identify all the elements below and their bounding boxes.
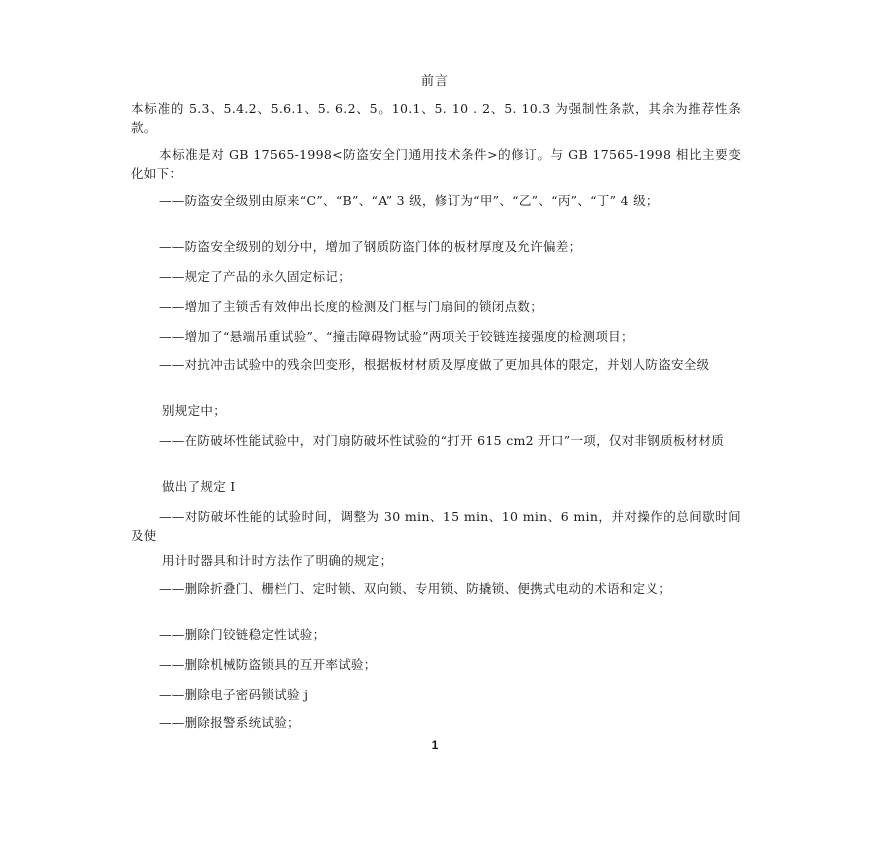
page-title: 前言: [420, 74, 449, 89]
list-item: ——在防破坏性能试验中，对门扇防破坏性试验的“打开 615 cm2 开口”一项，仅对非钢质板材材质: [159, 433, 725, 448]
list-item: ——增加了主锁舌有效伸出长度的检测及门框与门扇间的锁闭点数；: [159, 299, 544, 314]
list-item: ——删除报警系统试验；: [159, 715, 300, 730]
list-item-continuation: 做出了规定 I: [162, 479, 236, 494]
list-item: ——防盗安全级别的划分中，增加了钢质防盗门体的板材厚度及允许偏差；: [159, 239, 582, 254]
list-item-continuation: 用计时器具和计时方法作了明确的规定；: [162, 553, 393, 568]
list-item: ——增加了“悬端吊重试验”、“撞击障碍物试验”两项关于铰链连接强度的检测项目；: [159, 329, 634, 344]
list-item-continuation: 别规定中；: [162, 403, 227, 418]
list-item: ——删除折叠门、栅栏门、定时锁、双向锁、专用锁、防撬锁、便携式电动的术语和定义；: [159, 581, 672, 596]
page-number: 1: [431, 738, 439, 752]
paragraph-revision-intro: 本标准是对 GB 17565-1998<防盗安全门通用技术条件>的修订。与 GB 17565-1998 相比主要变化如下：: [131, 147, 741, 181]
list-item: ——规定了产品的永久固定标记；: [159, 269, 352, 284]
list-item: ——删除电子密码锁试验 j: [159, 687, 309, 702]
list-item: ——删除门铰链稳定性试验；: [159, 627, 326, 642]
list-item: ——删除机械防盗锁具的互开率试验；: [159, 657, 377, 672]
list-item: ——防盗安全级别由原来“C”、“B”、“A” 3 级，修订为“甲”、“乙”、“丙”、“丁” 4 级；: [159, 193, 659, 208]
list-item: ——对防破坏性能的试验时间，调整为 30 min、15 min、10 min、6 min，并对操作的总间歇时间及使: [131, 509, 741, 543]
list-item: ——对抗冲击试验中的残余凹变形，根据板材材质及厚度做了更加具体的限定，并划人防盗安全级: [159, 357, 710, 372]
paragraph-mandatory-clauses: 本标准的 5.3、5.4.2、5.6.1、5. 6.2、5。10.1、5. 10 . 2、5. 10.3 为强制性条款，其余为推荐性条款。: [131, 101, 741, 135]
